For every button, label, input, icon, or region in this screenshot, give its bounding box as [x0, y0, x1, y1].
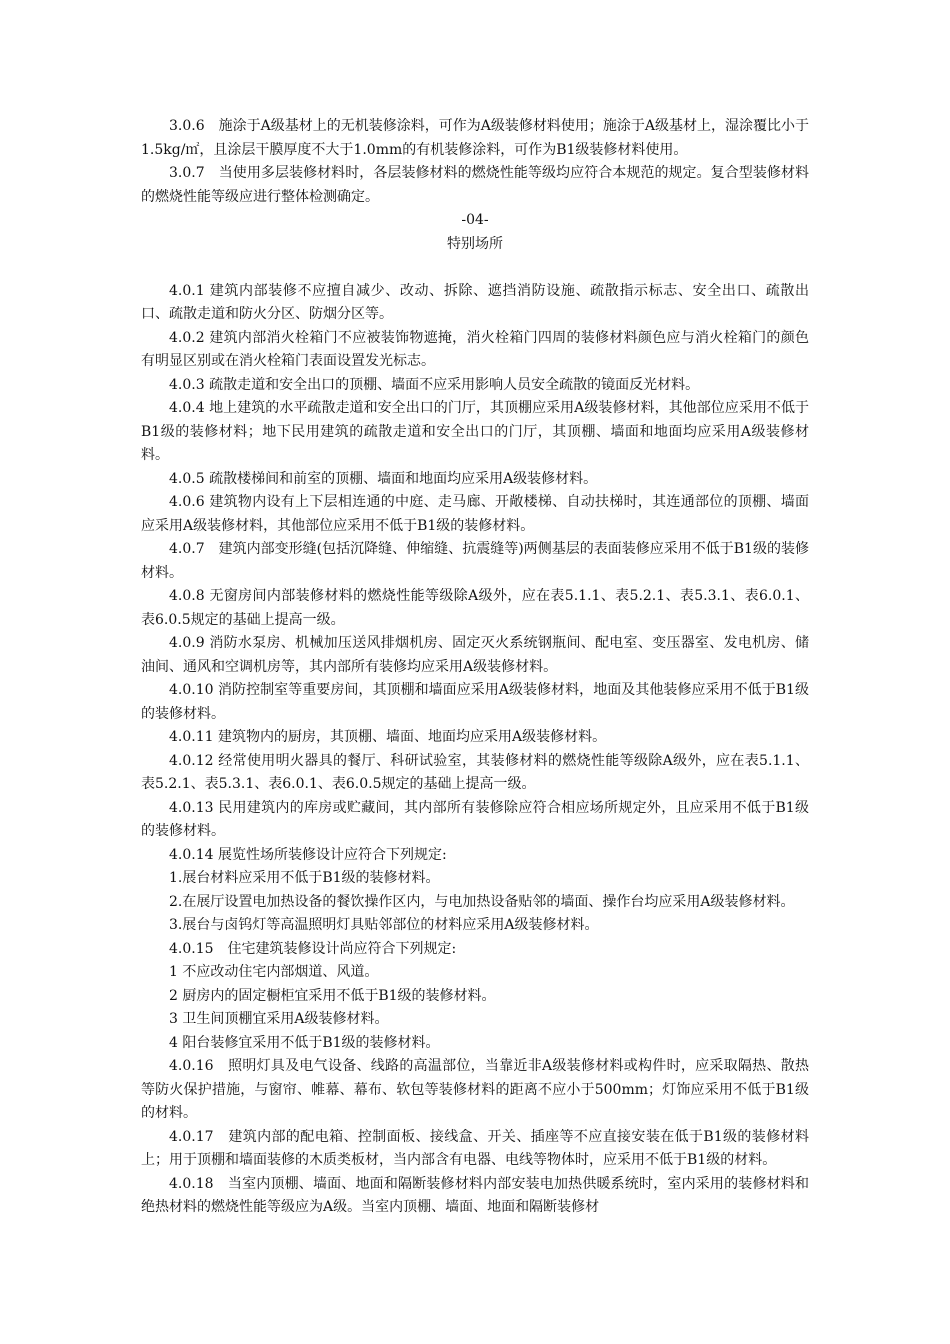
clause-3-0-7: 3.0.7 当使用多层装修材料时，各层装修材料的燃烧性能等级均应符合本规范的规定。复合型装修材料的燃烧性能等级应进行整体检测确定。: [141, 165, 809, 205]
clause-4-0-18: 4.0.18 当室内顶棚、墙面、地面和隔断装修材料内部安装电加热供暖系统时，室内采用的装修材料和绝热材料的燃烧性能等级应为A级。当室内顶棚、墙面、地面和隔断装修材: [141, 1175, 809, 1215]
clause-4-0-4: 4.0.4 地上建筑的水平疏散走道和安全出口的门厅，其顶棚应采用A级装修材料，其他部位应采用不低于B1级的装修材料；地下民用建筑的疏散走道和安全出口的门厅，其顶棚、墙面和地面均应采用A级装修材料。: [141, 400, 809, 463]
clause-4-0-6: 4.0.6 建筑物内设有上下层相连通的中庭、走马廊、开敞楼梯、自动扶梯时，其连通部位的顶棚、墙面应采用A级装修材料，其他部位应采用不低于B1级的装修材料。: [141, 494, 809, 534]
clause-4-0-8: 4.0.8 无窗房间内部装修材料的燃烧性能等级除A级外，应在表5.1.1、表5.2.1、表5.3.1、表6.0.1、表6.0.5规定的基础上提高一级。: [141, 588, 809, 628]
clause-4-0-15: 4.0.15 住宅建筑装修设计尚应符合下列规定:: [169, 940, 457, 957]
list-item: 2 厨房内的固定橱柜宜采用不低于B1级的装修材料。: [169, 987, 496, 1004]
clause-4-0-17: 4.0.17 建筑内部的配电箱、控制面板、接线盒、开关、插座等不应直接安装在低于B1级的装修材料上；用于顶棚和墙面装修的木质类板材，当内部含有电器、电线等物体时，应采用不低于B1级的材料。: [141, 1128, 809, 1168]
chapter-number: -04-: [461, 212, 489, 228]
clause-4-0-10: 4.0.10 消防控制室等重要房间，其顶棚和墙面应采用A级装修材料，地面及其他装修应采用不低于B1级的装修材料。: [141, 682, 809, 722]
clause-4-0-11: 4.0.11 建筑物内的厨房，其顶棚、墙面、地面均应采用A级装修材料。: [169, 729, 607, 745]
clause-4-0-3: 4.0.3 疏散走道和安全出口的顶棚、墙面不应采用影响人员安全疏散的镜面反光材料。: [169, 376, 700, 393]
chapter-title: 特别场所: [447, 235, 503, 252]
clause-3-0-6: 3.0.6 施涂于A级基材上的无机装修涂料，可作为A级装修材料使用；施涂于A级基材上，湿涂覆比小于1.5kg/㎡，且涂层干膜厚度不大于1.0mm的有机装修涂料，可作为B1级装修材料使用。: [141, 118, 809, 158]
clause-4-0-1: 4.0.1 建筑内部装修不应擅自减少、改动、拆除、遮挡消防设施、疏散指示标志、安全出口、疏散出口、疏散走道和防火分区、防烟分区等。: [141, 282, 809, 322]
clause-4-0-13: 4.0.13 民用建筑内的库房或贮藏间，其内部所有装修除应符合相应场所规定外，且应采用不低于B1级的装修材料。: [141, 799, 809, 839]
clause-4-0-7: 4.0.7 建筑内部变形缝(包括沉降缝、伸缩缝、抗震缝等)两侧基层的表面装修应采用不低于B1级的装修材料。: [141, 541, 809, 581]
clause-4-0-9: 4.0.9 消防水泵房、机械加压送风排烟机房、固定灭火系统钢瓶间、配电室、变压器室、发电机房、储油间、通风和空调机房等，其内部所有装修均应采用A级装修材料。: [141, 635, 809, 675]
list-item: 1.展台材料应采用不低于B1级的装修材料。: [169, 870, 440, 886]
spacer: [141, 256, 809, 280]
clause-4-0-12: 4.0.12 经常使用明火器具的餐厅、科研试验室，其装修材料的燃烧性能等级除A级外，应在表5.1.1、表5.2.1、表5.3.1、表6.0.1、表6.0.5规定的基础上提高一级。: [141, 752, 809, 792]
clause-4-0-14: 4.0.14 展览性场所装修设计应符合下列规定:: [169, 846, 447, 863]
document-page: [141, 115, 809, 1220]
clause-4-0-5: 4.0.5 疏散楼梯间和前室的顶棚、墙面和地面均应采用A级装修材料。: [169, 470, 598, 487]
clause-4-0-16: 4.0.16 照明灯具及电气设备、线路的高温部位，当靠近非A级装修材料或构件时，应采取隔热、散热等防火保护措施，与窗帘、帷幕、幕布、软包等装修材料的距离不应小于500mm；灯饰应采用不低于B1级的材料。: [141, 1058, 809, 1121]
list-item: 2.在展厅设置电加热设备的餐饮操作区内，与电加热设备贴邻的墙面、操作台均应采用A级装修材料。: [169, 893, 795, 910]
clause-4-0-2: 4.0.2 建筑内部消火栓箱门不应被装饰物遮掩，消火栓箱门四周的装修材料颜色应与消火栓箱门的颜色有明显区别或在消火栓箱门表面设置发光标志。: [141, 329, 809, 369]
list-item: 1 不应改动住宅内部烟道、风道。: [169, 964, 379, 980]
list-item: 4 阳台装修宜采用不低于B1级的装修材料。: [169, 1034, 440, 1051]
list-item: 3 卫生间顶棚宜采用A级装修材料。: [169, 1011, 389, 1027]
list-item: 3.展台与卤钨灯等高温照明灯具贴邻部位的材料应采用A级装修材料。: [169, 917, 599, 933]
